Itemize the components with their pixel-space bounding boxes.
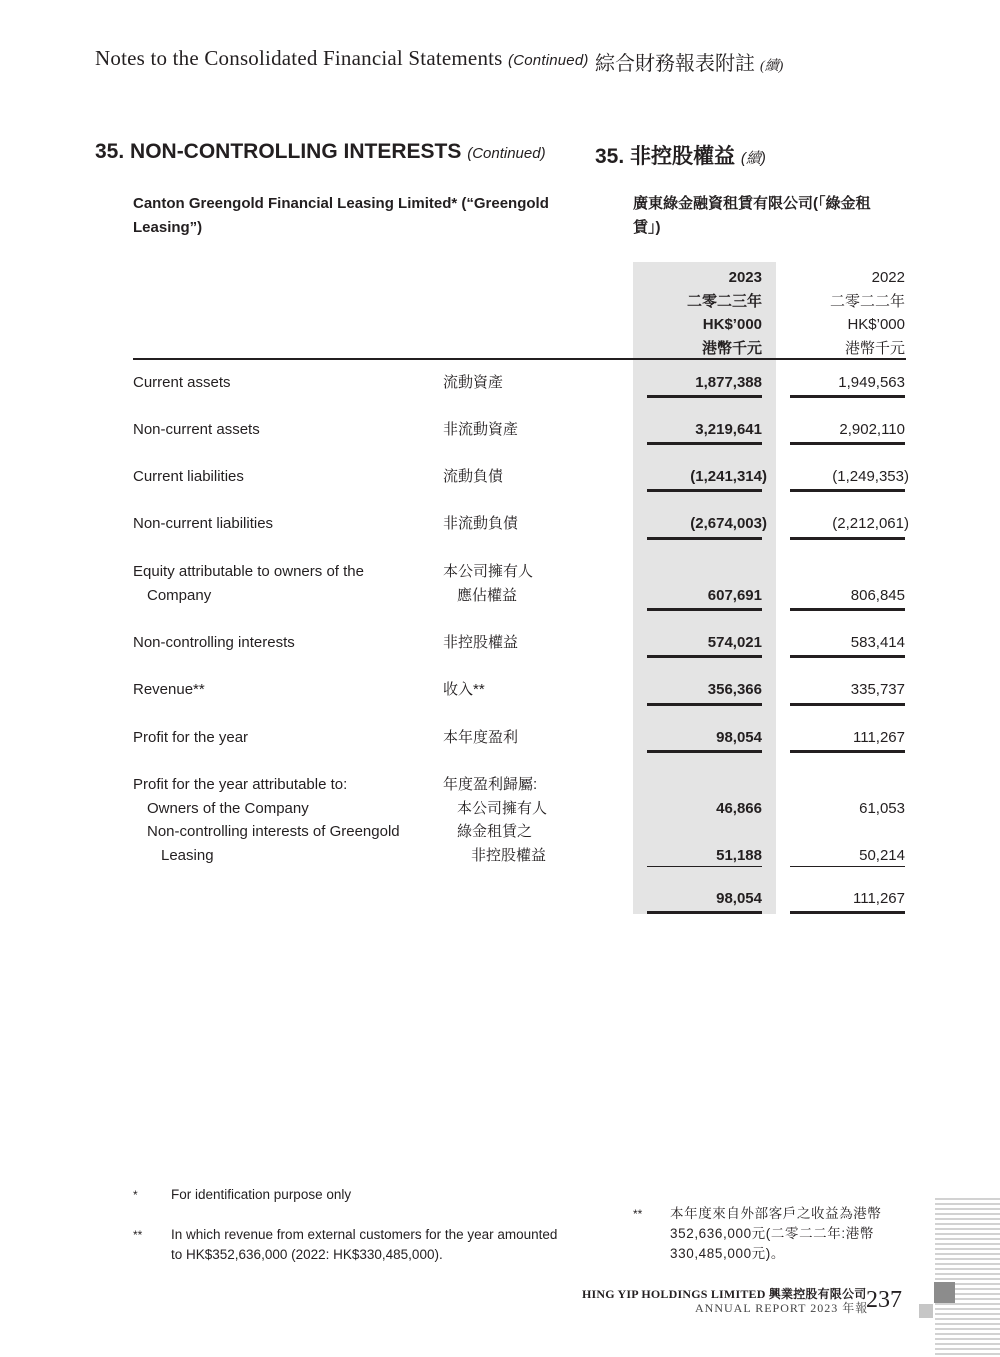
section-continued-en: (Continued) [467, 145, 546, 162]
section-title-zh [595, 140, 766, 170]
value-2023-non-current-assets: 3,219,641 [695, 421, 762, 438]
row-label-non-current-assets: Non-current assets [133, 421, 260, 438]
underline [647, 442, 762, 445]
subtotal-rule [790, 866, 905, 867]
section-heading-zh: 35. 非控股權益 [595, 145, 736, 168]
row-label-zh-equity-owners-line2: 應佔權益 [457, 586, 518, 604]
column-header-2023 [622, 266, 762, 360]
double-underline [790, 911, 905, 914]
header-title-en: Notes to the Consolidated Financial Statements [95, 46, 503, 70]
row-label-current-liabilities: Current liabilities [133, 468, 244, 485]
value-2023-non-current-liabilities: (2,674,003) [690, 515, 767, 532]
value-2022-profit-total: 111,267 [853, 890, 905, 907]
underline [790, 537, 905, 540]
row-label-zh-non-current-liabilities: 非流動負債 [443, 515, 519, 532]
underline [647, 537, 762, 540]
underline [790, 750, 905, 753]
column-year-zh-2022: 二零二二年 [829, 292, 905, 310]
header-continued-zh: (續) [760, 59, 784, 74]
subsidiary-title-zh-line2: 賃」) [633, 219, 661, 236]
row-label-profit: Profit for the year [133, 729, 249, 746]
row-label-owners-of-company: Owners of the Company [147, 799, 309, 817]
header-continued-en: (Continued) [508, 52, 589, 69]
value-2022-current-liabilities: (1,249,353) [832, 468, 909, 485]
row-label-zh-owners-of-company: 本公司擁有人 [457, 799, 548, 817]
subsidiary-title-zh-line1: 廣東綠金融資租賃有限公司(「綠金租 [633, 195, 871, 212]
value-2022-nci: 583,414 [850, 634, 905, 651]
decorative-square-light [919, 1304, 933, 1318]
footnote-star-text: For identification purpose only [171, 1187, 352, 1202]
column-unit-zh-2023: 港幣千元 [701, 339, 762, 357]
footnote-zh-text [670, 1204, 882, 1264]
underline [647, 655, 762, 658]
row-label-current-assets: Current assets [133, 374, 231, 391]
underline [790, 489, 905, 492]
underline [790, 655, 905, 658]
footer-report-name: ANNUAL REPORT 2023 年報 [695, 1301, 869, 1315]
row-label-nci: Non-controlling interests [133, 634, 295, 651]
underline [647, 608, 762, 611]
underline [790, 703, 905, 706]
underline [647, 395, 762, 398]
value-2023-current-liabilities: (1,241,314) [690, 468, 767, 485]
subsidiary-title-en-line2: Leasing”) [133, 219, 203, 236]
row-label-profit-attributable-heading: Profit for the year attributable to: [133, 776, 348, 793]
subsidiary-title-en-line1: Canton Greengold Financial Leasing Limited* (“Greengold [133, 195, 549, 212]
row-label-revenue: Revenue** [133, 681, 205, 698]
footnote-zh-line2: 352,636,000元(二零二二年:港幣 [670, 1226, 874, 1241]
row-label-equity-owners-line2: Company [147, 586, 212, 604]
column-unit-2022: HK$’000 [847, 316, 905, 333]
footnote-double-star-line1: In which revenue from external customers for the year amounted [171, 1227, 558, 1242]
value-2023-nci: 574,021 [707, 634, 762, 651]
row-label-zh-profit-attributable-heading: 年度盈利歸屬: [443, 776, 538, 793]
row-label-zh-current-assets: 流動資產 [443, 374, 504, 391]
value-2022-current-assets: 1,949,563 [838, 374, 905, 391]
underline [790, 395, 905, 398]
value-2023-equity-owners: 607,691 [707, 587, 762, 604]
value-2022-non-current-assets: 2,902,110 [839, 421, 905, 438]
underline [647, 703, 762, 706]
footnote-double-star-text [171, 1225, 557, 1265]
footnote-mark-double-star: ** [133, 1228, 143, 1242]
underline [647, 750, 762, 753]
underline [790, 608, 905, 611]
value-2022-equity-owners: 806,845 [850, 587, 905, 604]
table-header-rule [133, 358, 906, 360]
row-label-nci-greengold-line2: Leasing [161, 846, 214, 864]
column-header-2022 [765, 266, 905, 360]
value-2022-nci-greengold: 50,214 [859, 847, 905, 864]
section-heading-en: 35. NON-CONTROLLING INTERESTS [95, 140, 462, 163]
footnote-mark-star: * [133, 1188, 138, 1202]
decorative-square-dark [934, 1282, 955, 1303]
row-label-equity-owners [133, 560, 364, 607]
underline [790, 442, 905, 445]
page-header-zh [595, 47, 783, 76]
column-unit-2023: HK$’000 [702, 316, 762, 333]
value-2023-current-assets: 1,877,388 [695, 374, 762, 391]
subsidiary-title-zh [633, 192, 908, 240]
row-label-zh-nci-greengold-line2: 非控股權益 [471, 846, 547, 864]
subtotal-rule [647, 866, 762, 867]
column-unit-zh-2022: 港幣千元 [844, 339, 905, 357]
value-2022-profit: 111,267 [853, 729, 905, 746]
section-title-en [95, 140, 546, 164]
column-year-2022: 2022 [871, 269, 905, 286]
column-year-zh-2023: 二零二三年 [686, 292, 762, 310]
row-label-zh-equity-owners-line1: 本公司擁有人 [443, 563, 534, 580]
subsidiary-title-en [133, 192, 593, 240]
value-2023-profit-total: 98,054 [716, 890, 762, 907]
value-2023-profit: 98,054 [716, 729, 762, 746]
footer-company-name: HING YIP HOLDINGS LIMITED 興業控股有限公司 [582, 1287, 867, 1301]
section-continued-zh: (續) [740, 150, 766, 167]
row-label-non-current-liabilities: Non-current liabilities [133, 515, 274, 532]
row-label-zh-non-current-assets: 非流動資產 [443, 421, 519, 438]
value-2022-revenue: 335,737 [850, 681, 905, 698]
row-label-zh-profit-attributable [443, 773, 547, 867]
underline [647, 489, 762, 492]
column-year-2023: 2023 [728, 269, 762, 286]
footnote-double-star-line2: to HK$352,636,000 (2022: HK$330,485,000). [171, 1247, 443, 1262]
decorative-stripes [935, 1198, 1000, 1357]
row-label-equity-owners-line1: Equity attributable to owners of the [133, 563, 364, 580]
row-label-zh-current-liabilities: 流動負債 [443, 468, 504, 485]
value-2023-nci-greengold: 51,188 [716, 847, 762, 864]
value-2023-revenue: 356,366 [707, 681, 762, 698]
row-label-profit-attributable [133, 773, 400, 867]
page-number: 237 [866, 1287, 902, 1313]
value-2023-owners-of-company: 46,866 [716, 800, 762, 817]
value-2022-owners-of-company: 61,053 [859, 800, 905, 817]
row-label-zh-revenue: 收入** [443, 681, 485, 698]
row-label-zh-profit: 本年度盈利 [443, 729, 519, 746]
footnote-mark-zh: ** [633, 1207, 643, 1221]
page-header-en [95, 46, 589, 71]
row-label-zh-nci-greengold-line1: 綠金租賃之 [457, 823, 533, 840]
row-label-zh-equity-owners [443, 560, 533, 607]
double-underline [647, 911, 762, 914]
footnote-zh-line1: 本年度來自外部客戶之收益為港幣 [670, 1206, 882, 1221]
value-2022-non-current-liabilities: (2,212,061) [832, 515, 909, 532]
row-label-nci-greengold-line1: Non-controlling interests of Greengold [147, 823, 400, 840]
row-label-zh-nci: 非控股權益 [443, 634, 519, 651]
header-title-zh: 綜合財務報表附註 [595, 53, 755, 75]
footnote-zh-line3: 330,485,000元)。 [670, 1246, 785, 1261]
